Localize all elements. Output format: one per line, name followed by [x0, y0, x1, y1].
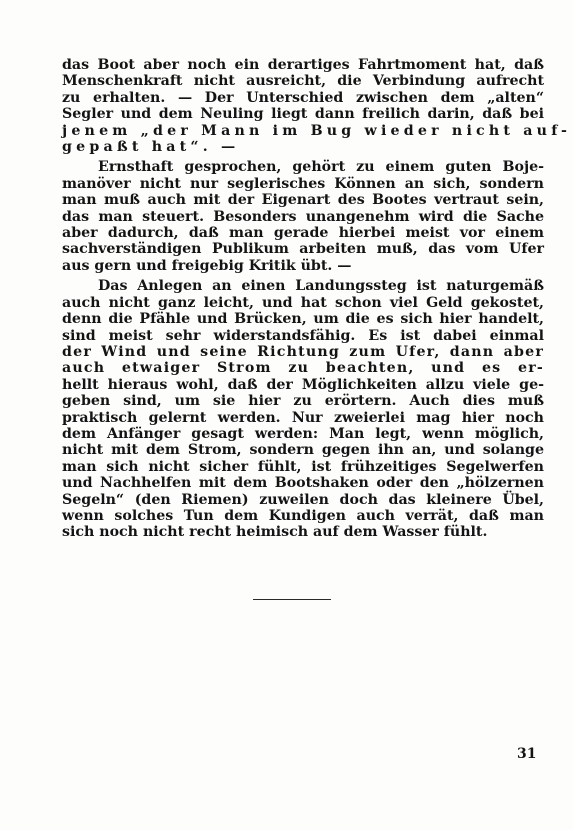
text-line: sachverständigen Publikum arbeiten muß, das vom Ufer	[62, 241, 544, 258]
text-line: auch etwaiger Strom zu beachten, und es er-	[62, 360, 544, 377]
text-line: das man steuert. Besonders unangenehm wird die Sache	[62, 208, 544, 225]
text-line: manöver nicht nur seglerisches Können an sich, sondern	[62, 175, 544, 192]
text-line: der Wind und seine Richtung zum Ufer, dann aber	[62, 343, 544, 360]
text-line: wenn solches Tun dem Kundigen auch verrät, daß man	[62, 507, 544, 524]
text-line: aus gern und freigebig Kritik übt. —	[62, 257, 352, 274]
paragraph	[62, 278, 544, 541]
paragraph	[62, 57, 572, 156]
text-line: man muß auch mit der Eigenart des Bootes vertraut sein,	[62, 192, 544, 209]
text-line: aber dadurch, daß man gerade hierbei meist vor einem	[62, 225, 544, 242]
text-line: sich noch nicht recht heimisch auf dem Wasser fühlt.	[62, 524, 488, 541]
text-line: das Boot aber noch ein derartiges Fahrtmoment hat, daß	[62, 57, 544, 73]
paragraph	[62, 159, 544, 274]
text-line: Segler und dem Neuling liegt dann freilich darin, daß bei	[62, 106, 544, 123]
section-divider	[253, 599, 331, 600]
text-line: geben sind, um sie hier zu erörtern. Auch dies muß	[62, 393, 544, 410]
text-line: zu erhalten. — Der Unterschied zwischen dem „alten“	[62, 89, 544, 106]
text-line: dem Anfänger gesagt werden: Man legt, wenn möglich,	[62, 425, 544, 442]
page-number: 31	[517, 746, 537, 762]
text-line: sind meist sehr widerstandsfähig. Es ist dabei einmal	[62, 327, 544, 344]
text-line: Segeln“ (den Riemen) zuweilen doch das kleinere Übel,	[62, 491, 544, 508]
text-line: jenem „der Mann im Bug wieder nicht auf-	[62, 122, 572, 139]
text-line: Ernsthaft gesprochen, gehört zu einem guten Boje-	[98, 159, 544, 176]
text-line: praktisch gelernt werden. Nur zweierlei mag hier noch	[62, 409, 544, 426]
text-line: gepaßt hat“. —	[62, 139, 240, 156]
text-line: man sich nicht sicher fühlt, ist frühzeitiges Segelwerfen	[62, 458, 544, 475]
text-line: denn die Pfähle und Brücken, um die es sich hier handelt,	[62, 311, 544, 328]
text-line: Das Anlegen an einen Landungssteg ist naturgemäß	[98, 278, 544, 295]
body-text	[62, 57, 572, 541]
text-line: auch nicht ganz leicht, und hat schon viel Geld gekostet,	[62, 294, 544, 311]
text-line: und Nachhelfen mit dem Bootshaken oder den „hölzernen	[62, 475, 544, 492]
text-line: nicht mit dem Strom, sondern gegen ihn an, und solange	[62, 442, 544, 459]
text-line: Menschenkraft nicht ausreicht, die Verbindung aufrecht	[62, 73, 544, 90]
text-line: hellt hieraus wohl, daß der Möglichkeiten allzu viele ge-	[62, 376, 544, 393]
